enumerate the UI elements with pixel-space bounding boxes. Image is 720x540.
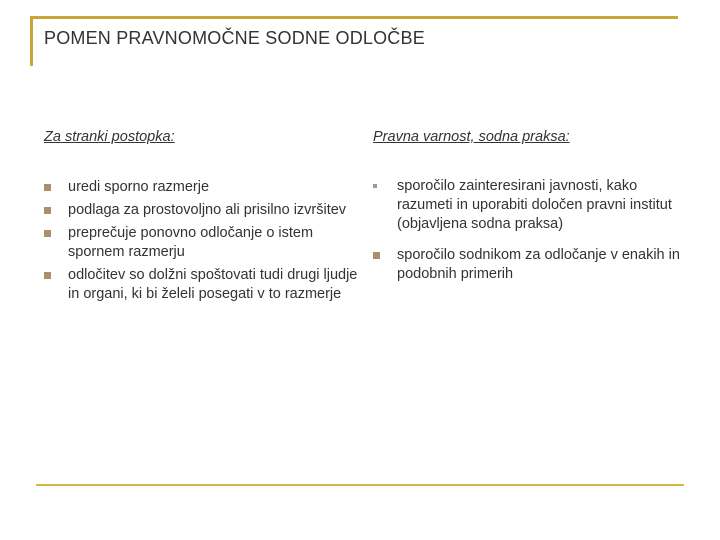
list-item-text: uredi sporno razmerje (68, 179, 210, 195)
bottom-divider (36, 484, 684, 486)
list-item (373, 177, 683, 234)
list-item-text: podlaga za prostovoljno ali prisilno izvršitev (68, 202, 347, 218)
list-item (44, 178, 364, 197)
left-bullet-list (44, 178, 364, 304)
list-item (44, 201, 364, 220)
title-frame-left (30, 16, 33, 66)
square-bullet-icon (44, 230, 51, 237)
list-item-text: sporočilo sodnikom za odločanje v enakih in podobnih primerih (397, 247, 680, 282)
right-column-heading: Pravna varnost, sodna praksa: (373, 129, 570, 145)
list-item (44, 224, 364, 262)
title-frame-top (30, 16, 678, 19)
list-item-text: preprečuje ponovno odločanje o istem spornem razmerju (68, 225, 314, 260)
list-item-text: odločitev so dolžni spoštovati tudi drugi ljudje in organi, ki bi želeli posegati v to razmerje (68, 267, 358, 302)
square-bullet-icon (44, 184, 51, 191)
right-bullet-list (373, 177, 683, 284)
right-column (373, 128, 683, 284)
list-item (373, 246, 683, 284)
left-column (44, 128, 364, 308)
list-item (44, 266, 364, 304)
slide-title: POMEN PRAVNOMOČNE SODNE ODLOČBE (44, 28, 425, 48)
left-column-heading: Za stranki postopka: (44, 129, 175, 145)
list-item-text: sporočilo zainteresirani javnosti, kako razumeti in uporabiti določen pravni institut (objavljena sodna praksa) (397, 178, 672, 232)
small-square-bullet-icon (373, 184, 377, 188)
square-bullet-icon (44, 272, 51, 279)
square-bullet-icon (44, 207, 51, 214)
square-bullet-icon (373, 252, 380, 259)
